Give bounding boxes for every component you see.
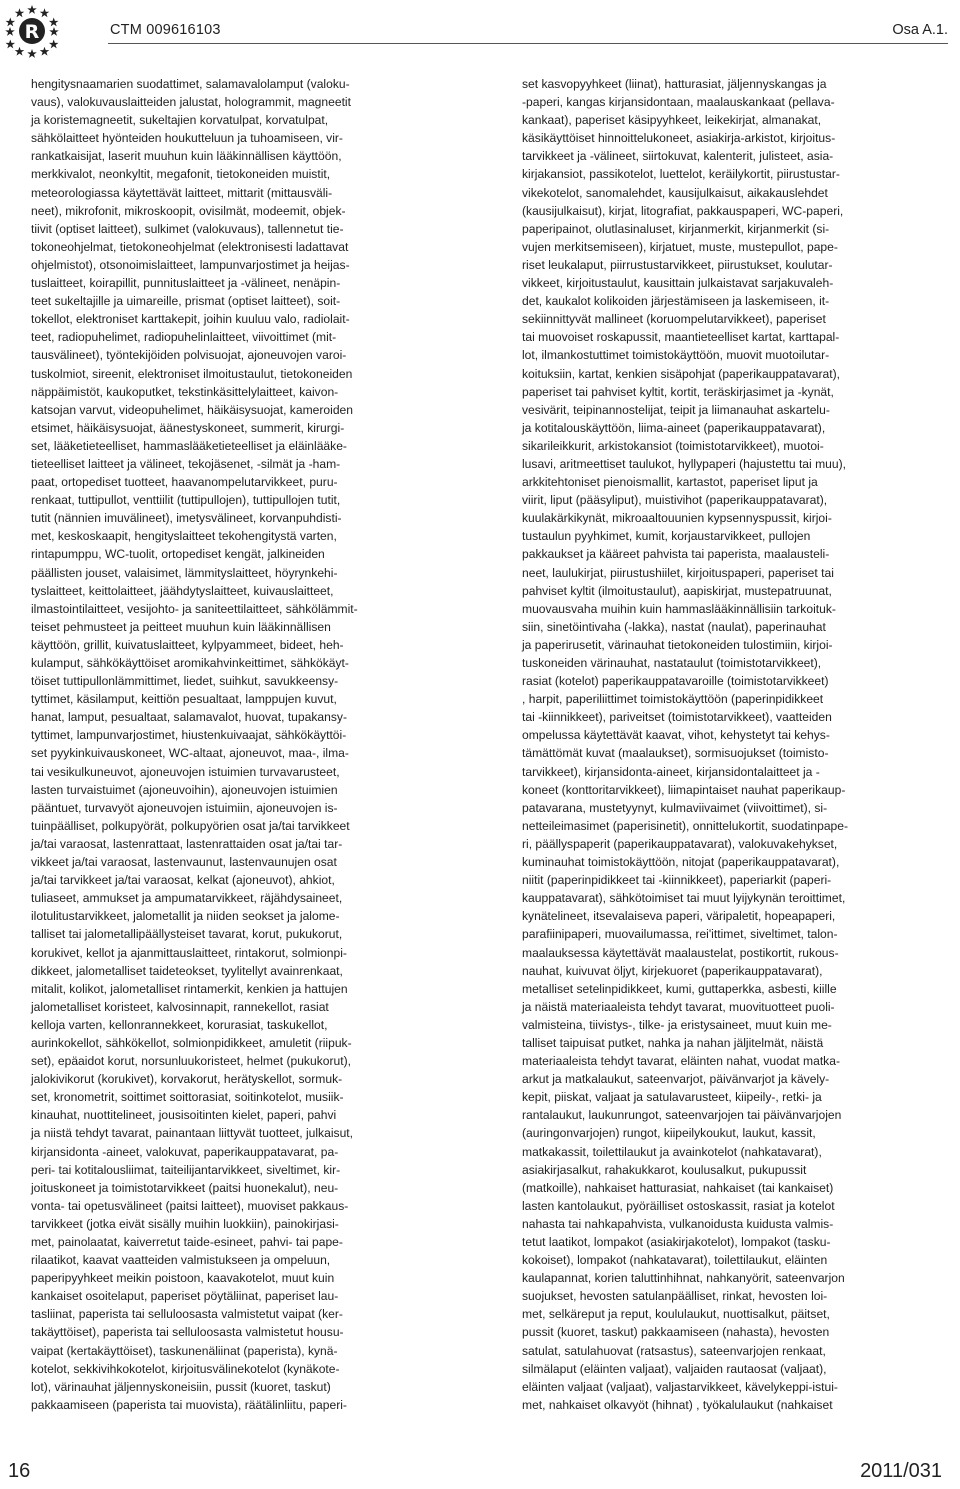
text-column-right: set kasvopyyhkeet (liinat), hatturasiat, jäljennyskangas ja -paperi, kangas kirjansidontaan, maalauskankaat (pellava- kankaat), paperiset käsipyyhkeet, leikekirjat, almanakat, käsikäyttöiset hinnoittelukoneet, asiakirja-arkistot, kirjoitus- tarvikkeet ja -välineet, siirtokuvat, kalenterit, julisteet, asia- kirjakansiot, passikotelot, luettelot, keräilykortit, piirustustar- vikekotelot, sanomalehdet, kausijulkaisut, aikakauslehdet (kausijulkaisut), kirjat, litografiat, pakkauspaperi, WC-paperi, paperipainot, olutlasinaluset, kirjanmerkit, kirjanmerkit (si- vujen merkitsemiseen), kirjatuet, muste, mustepullot, pape- riset leukalaput, piirrustustarvikkeet, piirustukset, koulutar- vikkeet, kirjoitustaulut, kausittain julkaistavat sarjakuvaleh- det, kaukalot kolikoiden järjestämiseen ja laskemiseen, it- sekiinnittyvät mallineet (koruompelutarvikkeet), paperiset tai muovoiset roskapussit, maantieteelliset kartat, karttapal- lot, ilmankostuttimet toimistokäyttöön, muovit muotoilutar- koituksiin, kartat, kenkien sisäpohjat (paperikauppatavarat), paperiset tai pahviset kyltit, kortit, teräskirjasimet ja -kynät, vesivärit, teipinannostelijat, teipit ja liimanauhat askartelu- ja kotitalouskäyttöön, liima-aineet (paperikauppatavarat), sikarileikkurit, arkistokansiot (toimistotarvikkeet), muotoi- lusavi, aritmeettiset taulukot, hyllypaperi (hajustettu tai muu), arkkitehtoniset pienoismallit, kartastot, paperiset liput ja viirit, liput (pääsyliput), muistivihot (paperikauppatavarat), kuulakärkikynät, mikroaaltouunien kypsennyspussit, kirjoi- tustaulun pyyhkimet, kumit, korjaustarvikkeet, pullojen pakkaukset ja kääreet pahvista tai paperista, maalausteli- neet, laulukirjat, piirustushiilet, kirjoituspaperi, paperiset tai pahviset kyltit (ilmoitustaulut), aapiskirjat, mustepatruunat, muovausvaha muihin kuin hammaslääkinnällisiin tarkoituk- siin, sinetöintivaha (-lakka), nastat (naulat), paperinauhat ja paperirusetit, värinauhat tietokoneiden tulostimiin, kirjoi- tuskoneiden värinauhat, nastataulut (toimistotarvikkeet), rasiat (kotelot) paperikauppatavaroille (toimistotarvikkeet) , harpit, paperiliittimet toimistokäyttöön (paperinpidikkeet tai -kiinnikkeet), pariveitset (toimistotarvikkeet), vaatteiden ompelussa käytettävät kaavat, vihot, kehystetyt tai kehys- tämättömät kuvat (maalaukset), sormisuojukset (toimisto- tarvikkeet), kirjansidonta-aineet, kirjansidontalaitteet ja - koneet (konttoritarvikkeet), liimapintaiset nauhat paperikaup- patavarana, mustetyynyt, kulmaviivaimet (viivoittimet), si- netteileimasimet (paperisinetit), onnittelukortit, suodatinpape- ri, päällyspaperit (paperikauppatavarat), valokuvakehykset, kuminauhat toimistokäyttöön, nitojat (paperikauppatavarat), niitit (paperinpidikkeet tai -kiinnikkeet), paperiarkit (paperi- kauppatavarat), sähkötoimiset tai muut lyijykynän teroittimet, kynätelineet, itsevalaiseva paperi, väripaletit, hopeapaperi, parafiinipaperi, muovailumassa, rei'ittimet, siveltimet, talon- maalauksessa käytettävät maalaustelat, postikortit, rukous- nauhat, kuivuvat öljyt, kirjekuoret (paperikauppatavarat), metalliset setelinpidikkeet, kumi, guttaperkka, asbesti, kiille ja näistä materiaaleista tehdyt tavarat, muovituotteet puoli- valmisteina, tiivistys-, tilke- ja eristysaineet, muut kuin me- talliset taipuisat putket, nahka ja nahan jäljitelmät, näistä materiaaleista tehdyt tavarat, eläinten nahat, vuodat matka- arkut ja matkalaukut, sateenvarjot, päivänvarjot ja kävely- kepit, piiskat, valjaat ja satulavarusteet, kiipeily-, retki- ja rantalaukut, laukunrungot, sateenvarjojen tai päivänvarjojen (auringonvarjojen) rungot, kiipeilykoukut, laukut, kassit, matkakassit, toilettilaukut ja avainkotelot (nahkatavarat), asiakirjasalkut, rahakukkarot, koulusalkut, pukupussit (matkoille), nahkaiset hatturasiat, nahkaiset (tai kankaiset) lasten kantolaukut, pyöräilliset ostoskassit, rasiat ja kotelot nahasta tai nahkapahvista, vulkanoidusta kuidusta valmis- tetut laatikot, lompakot (asiakirjakotelot), lompakot (tasku- kokoiset), lompakot (nahkatavarat), toilettilaukut, eläinten kaulapannat, korien taluttinhihnat, nahkanyörit, sateenvarjon suojukset, hevosten satulanpäälliset, rinkat, hevosten loi- met, selkäreput ja reput, koululaukut, nuottisalkut, päitset, pussit (kuoret, taskut) pakkaamiseen (nahasta), hevosten satulat, satulahuovat (ratsastus), sateenvarjojen renkaat, silmälaput (eläinten valjaat), valjaiden rautaosat (valjaat), eläinten valjaat (valjaat), valjastarvikkeet, kävelykeppi-istui- met, nahkaiset olkavyöt (hihnat) , työkalulaukut (nahkaiset [522,77,849,1412]
page-header [0,0,960,56]
section-label: Osa A.1. [892,22,948,38]
logo-letter: R [24,21,40,43]
document-id: CTM 009616103 [110,22,221,38]
eu-stars-emblem-icon [4,2,60,58]
page-number: 16 [8,1460,31,1482]
text-column-left: hengitysnaamarien suodattimet, salamavalolamput (valoku- vaus), valokuvauslaitteiden jalustat, hologrammit, magneetit ja koristemagneetit, sukeltajien korvatulpat, korvatulpat, sähkölaitteet hyönteiden houkutteluun ja tuhoamiseen, vir- rankatkaisijat, laserit muuhun kuin lääkinnällisen käyttöön, merkkivalot, neonkyltit, megafonit, tietokoneiden muistit, meteorologiassa käytettävät laitteet, mittarit (mittausväli- neet), mikrofonit, mikroskoopit, ovisilmät, modeemit, objek- tiivit (optiset laitteet), sulkimet (valokuvaus), tallennetut tie- tokoneohjelmat, tietokoneohjelmat (elektronisesti ladattavat ohjelmistot), otsonoimislaitteet, lampunvarjostimet ja heijas- tuslaitteet, koirapillit, punnituslaitteet ja -välineet, nenäpin- teet sukeltajille ja uimareille, prismat (optiset laitteet), soit- tokellot, elektroniset karttakepit, joihin kuuluu valo, radiolait- teet, radiopuhelimet, radiopuhelinlaitteet, viivoittimet (mit- tausvälineet), työntekijöiden polvisuojat, ajoneuvojen varoi- tuskolmiot, sireenit, elektroniset ilmoitustaulut, tietokoneiden näppäimistöt, kaukoputket, tekstinkäsittelylaitteet, kaivon- katsojan varvut, videopuhelimet, häikäisysuojat, kameroiden etsimet, häikäisysuojat, äänestyskoneet, summerit, kirurgi- set, lääketieteelliset, hammaslääketieteelliset ja eläinlääke- tieteelliset laitteet ja välineet, tekojäsenet, -silmät ja -ham- paat, ortopediset tuotteet, haavanompelutarvikkeet, puru- renkaat, tuttipullot, venttiilit (tuttipullojen), tuttipullojen tutit, tutit (nännien imuvälineet), imetysvälineet, korvanpuhdisti- met, keskoskaapit, hengityslaitteet tekohengitystä varten, rintapumppu, WC-tuolit, ortopediset kengät, jalkineiden päällisten jouset, valaisimet, lämmityslaitteet, höyrynkehi- tyslaitteet, keittolaitteet, jäähdytyslaitteet, kuivauslaitteet, ilmastointilaitteet, vesijohto- ja saniteettilaitteet, sähkölämmit- teiset pehmusteet ja peitteet muuhun kuin lääkinnällisen käyttöön, grillit, kuivatuslaitteet, kylpyammeet, bideet, heh- kulamput, sähkökäyttöiset aromikahvinkeittimet, sähkökäyt- töiset tuttipullonlämmittimet, liedet, suihkut, savukkeensy- tyttimet, käsilamput, keittiön pesualtaat, lamppujen kuvut, hanat, lamput, pesualtaat, salamavalot, huovat, tupakansy- tyttimet, lampunvarjostimet, hiustenkuivaajat, sähkökäyttöi- set pyykinkuivauskoneet, WC-altaat, ajoneuvot, maa-, ilma- tai vesikulkuneuvot, ajoneuvojen istuimien turvavarusteet, lasten turvaistuimet (ajoneuvoihin), ajoneuvojen istuimien pääntuet, turvavyöt ajoneuvojen istuimiin, ajoneuvojen is- tuinpäälliset, polkupyörät, polkupyörien osat ja/tai tarvikkeet ja/tai varaosat, lastenrattaat, lastenrattaiden osat ja/tai tar- vikkeet ja/tai varaosat, lastenvaunut, lastenvaunujen osat ja/tai tarvikkeet ja/tai varaosat, kelkat (ajoneuvot), ahkiot, tuliaseet, ammukset ja ampumatarvikkeet, räjähdysaineet, ilotulitustarvikkeet, jalometallit ja niiden seokset ja jalome- talliset tai jalometallipäällysteiset tavarat, korut, pukukorut, korukivet, kellot ja ajanmittauslaitteet, rintakorut, solmionpi- dikkeet, jalometalliset taideteokset, tyylitellyt avainrenkaat, mitalit, kolikot, jalometalliset rintamerkit, kenkien ja hattujen jalometalliset koristeet, kalvosinnapit, rannekellot, rasiat kelloja varten, kellonrannekkeet, korurasiat, taskukellot, aurinkokellot, sähkökellot, solmionpidikkeet, amuletit (riipuk- set), epäaidot korut, norsunluukoristeet, helmet (pukukorut), jalokivikorut (korukivet), korvakorut, herätyskellot, sormuk- set, kronometrit, soittimet soittorasiat, soitinkotelot, musiik- kinauhat, nuottitelineet, jousisoitinten kielet, paperi, pahvi ja niistä tehdyt tavarat, painantaan liittyvät tuotteet, julkaisut, kirjansidonta -aineet, valokuvat, paperikauppatavarat, pa- peri- tai kotitalousliimat, taiteilijantarvikkeet, siveltimet, kir- joituskoneet ja toimistotarvikkeet (paitsi huonekalut), neu- vonta- tai opetusvälineet (paitsi laitteet), muoviset pakkaus- tarvikkeet (jotka eivät sisälly muihin luokkiin), painokirjasi- met, painolaatat, kaiverretut taide-esineet, pahvi- tai pape- rilaatikot, kaavat vaatteiden valmistukseen ja ompeluun, paperipyyhkeet meikin poistoon, kaavakotelot, muut kuin kankaiset osoitelaput, paperiset pöytäliinat, paperiset lau- tasliinat, paperista tai selluloosasta valmistetut vaipat (ker- takäyttöiset), paperista tai selluloosasta valmistetut housu- vaipat (kertakäyttöiset), taskunenäliinat (paperista), kynä- kotelot, sekkivihkokotelot, kirjoitusvälinekotelot (kynäkote- lot), värinauhat jäljennyskoneisiin, pussit (kuoret, taskut) pakkaamiseen (paperista tai muovista), räätälinliitu, paperi- [31,77,358,1412]
issue-number: 2011/031 [860,1460,942,1482]
header-divider [108,43,948,44]
